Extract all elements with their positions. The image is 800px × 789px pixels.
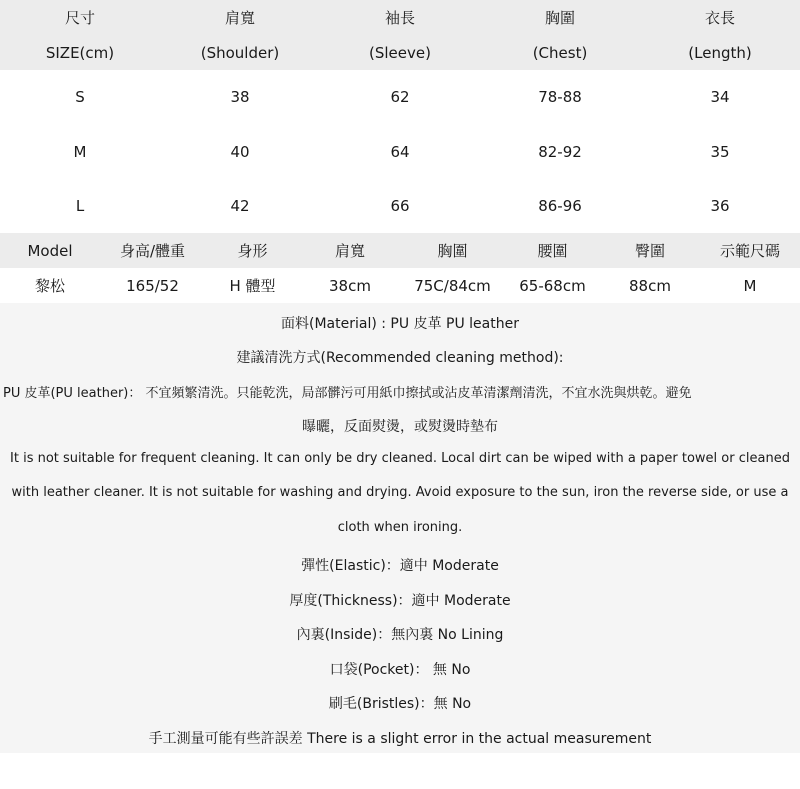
table-cell: 165/52 [126,276,179,295]
size-header-en-cell: SIZE(cm) [45,43,115,62]
model-header-row [0,233,800,268]
sleeve-header-en-cell: (Sleeve) [369,43,431,62]
model-row [0,268,800,303]
table-cell: M [743,276,757,295]
table-cell: 65-68cm [519,276,586,295]
inside-text: 內裏(Inside)：無內裏 No Lining [296,627,504,643]
model-table [0,233,800,303]
table-cell: 36 [710,197,730,216]
table-cell: 35 [710,142,730,161]
cleaning-cn-line-1: PU 皮革(PU leather)： 不宜頻繁清洗。只能乾洗，局部髒污可用紙巾擦拭或沾皮革清潔劑清洗，不宜水洗與烘乾。避免 [3,386,692,401]
measurement-note: 手工測量可能有些許誤差 There is a slight error in the actual measurement [148,731,652,747]
table-cell: 38cm [329,276,371,295]
sleeve-header-cell: 袖長 [384,9,415,27]
waist-header-cell: 腰圍 [537,242,568,260]
thickness-text: 厚度(Thickness)：適中 Moderate [289,593,511,609]
elastic-text: 彈性(Elastic)：適中 Moderate [301,558,499,574]
bristles-text: 刷毛(Bristles)：無 No [328,696,472,712]
table-cell: 78-88 [538,88,582,107]
table-cell: S [75,88,85,107]
size-header-en-row [0,35,800,70]
table-cell: M [73,142,87,161]
chest-header-en-cell: (Chest) [532,43,588,62]
cleaning-en-line-3: cloth when ironing. [337,520,463,535]
size-row-s [0,70,800,125]
material-text: 面料(Material) : PU 皮革 PU leather [281,316,519,332]
table-cell: H 體型 [229,277,276,295]
cleaning-cn-line-2: 曝曬，反面熨燙，或熨燙時墊布 [302,419,498,435]
table-cell: 黎松 [34,277,65,295]
hip-header-cell: 臀圍 [634,242,665,260]
size-header-cell: 尺寸 [64,9,95,27]
shoulder-header-cell: 肩寬 [224,9,255,27]
cleaning-en-line-2: with leather cleaner. It is not suitable for washing and drying. Avoid exposure to the sun, iron the reverse side, or use a [11,485,789,500]
shoulder-header-en-cell: (Shoulder) [200,43,280,62]
chest-header-cell: 胸圍 [437,242,468,260]
length-header-cell: 衣長 [704,9,735,27]
size-table [0,0,800,234]
table-cell: 88cm [629,276,671,295]
table-cell: 38 [230,88,250,107]
table-cell: 75C/84cm [414,276,491,295]
pocket-text: 口袋(Pocket)： 無 No [329,662,471,678]
table-cell: 62 [390,88,410,107]
table-cell: 42 [230,197,250,216]
shoulder-header-cell: 肩寬 [334,242,365,260]
table-cell: 34 [710,88,730,107]
table-cell: 64 [390,142,410,161]
demo-size-header-cell: 示範尺碼 [719,242,780,260]
table-cell: 40 [230,142,250,161]
model-header-cell: Model [27,241,73,260]
table-cell: 66 [390,197,410,216]
length-header-en-cell: (Length) [688,43,752,62]
cleaning-en-line-1: It is not suitable for frequent cleaning. It can only be dry cleaned. Local dirt can be wiped with a paper towel or cleaned [10,451,790,466]
cleaning-title: 建議清洗方式(Recommended cleaning method): [236,350,564,366]
body-shape-header-cell: 身形 [237,242,268,260]
size-header-cn-row [0,0,800,35]
height-weight-header-cell: 身高/體重 [119,242,186,260]
product-info-panel [0,303,800,753]
size-row-m [0,125,800,180]
table-cell: L [75,197,85,216]
chest-header-cell: 胸圍 [544,9,575,27]
table-cell: 86-96 [538,197,582,216]
table-cell: 82-92 [538,142,582,161]
size-row-l [0,179,800,234]
